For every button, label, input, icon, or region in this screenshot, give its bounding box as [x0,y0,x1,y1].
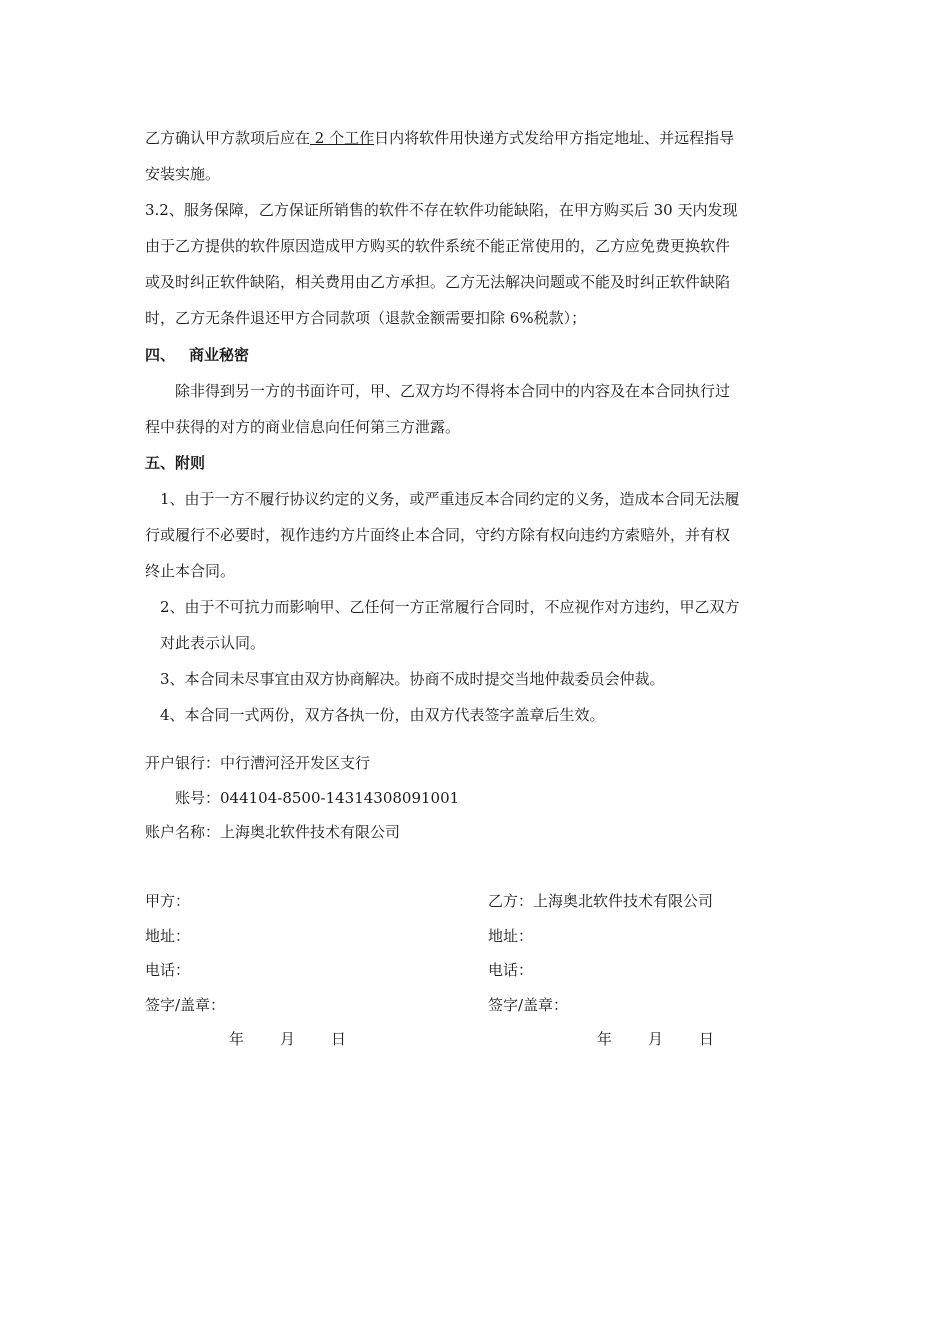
annex-item-4: 4、本合同一式两份，双方各执一份，由双方代表签字盖章后生效。 [160,706,605,724]
annex-item-3: 3、本合同未尽事宜由双方协商解决。协商不成时提交当地仲裁委员会仲裁。 [160,670,665,688]
section-4-heading [145,344,249,366]
section-4-number: 四、 [145,346,176,364]
service-guarantee-line-1: 3.2、服务保障，乙方保证所销售的软件不存在软件功能缺陷，在甲方购买后 30 天内发现 [145,201,738,219]
annex-item-2-line-1: 2、由于不可抗力而影响甲、乙任何一方正常履行合同时，不应视作对方违约，甲乙双方 [160,598,740,616]
confidentiality-line-1: 除非得到另一方的书面许可，甲、乙双方均不得将本合同中的内容及在本合同执行过 [175,382,731,400]
party-a-address: 地址： [145,927,191,945]
account-name-line: 账户名称：上海奥北软件技术有限公司 [145,823,401,841]
party-a-year: 年 [229,1030,245,1048]
section-5-heading: 五、附则 [145,454,206,472]
party-b-day: 日 [699,1030,715,1048]
party-a-signature: 签字/盖章： [145,996,226,1014]
party-a-date [229,1028,346,1050]
party-b-date [597,1028,714,1050]
party-a-month: 月 [280,1030,296,1048]
delivery-clause-line-1 [145,127,734,149]
party-a-day: 日 [331,1030,347,1048]
service-guarantee-line-4: 时，乙方无条件退还甲方合同款项（退款金额需要扣除 6%税款）； [145,309,587,327]
bank-name-line: 开户银行：中行漕河泾开发区支行 [145,754,371,772]
annex-item-2-line-2: 对此表示认同。 [160,634,266,652]
section-4-title: 商业秘密 [189,346,250,364]
service-guarantee-line-2: 由于乙方提供的软件原因造成甲方购买的软件系统不能正常使用的，乙方应免费更换软件 [145,237,731,255]
party-a-label: 甲方： [145,892,191,910]
delivery-days-underlined: 2 个工作 [310,129,375,147]
party-b-address: 地址： [488,927,534,945]
delivery-clause-suffix: 日内将软件用快递方式发给甲方指定地址、并远程指导 [374,129,735,147]
party-a-phone: 电话： [145,961,191,979]
account-number-line: 账号：044104-8500-14314308091001 [175,789,460,807]
delivery-clause-prefix: 乙方确认甲方款项后应在 [145,129,311,147]
party-b-year: 年 [597,1030,613,1048]
annex-item-1-line-3: 终止本合同。 [145,562,236,580]
party-b-signature: 签字/盖章： [488,996,569,1014]
service-guarantee-line-3: 或及时纠正软件缺陷，相关费用由乙方承担。乙方无法解决问题或不能及时纠正软件缺陷 [145,273,731,291]
delivery-clause-line-2: 安装实施。 [145,165,221,183]
annex-item-1-line-1: 1、由于一方不履行协议约定的义务，或严重违反本合同约定的义务，造成本合同无法履 [160,490,740,508]
party-b-label: 乙方：上海奥北软件技术有限公司 [488,892,714,910]
confidentiality-line-2: 程中获得的对方的商业信息向任何第三方泄露。 [145,418,461,436]
annex-item-1-line-2: 行或履行不必要时，视作违约方片面终止本合同，守约方除有权向违约方索赔外，并有权 [145,526,731,544]
party-b-phone: 电话： [488,961,534,979]
party-b-month: 月 [648,1030,664,1048]
